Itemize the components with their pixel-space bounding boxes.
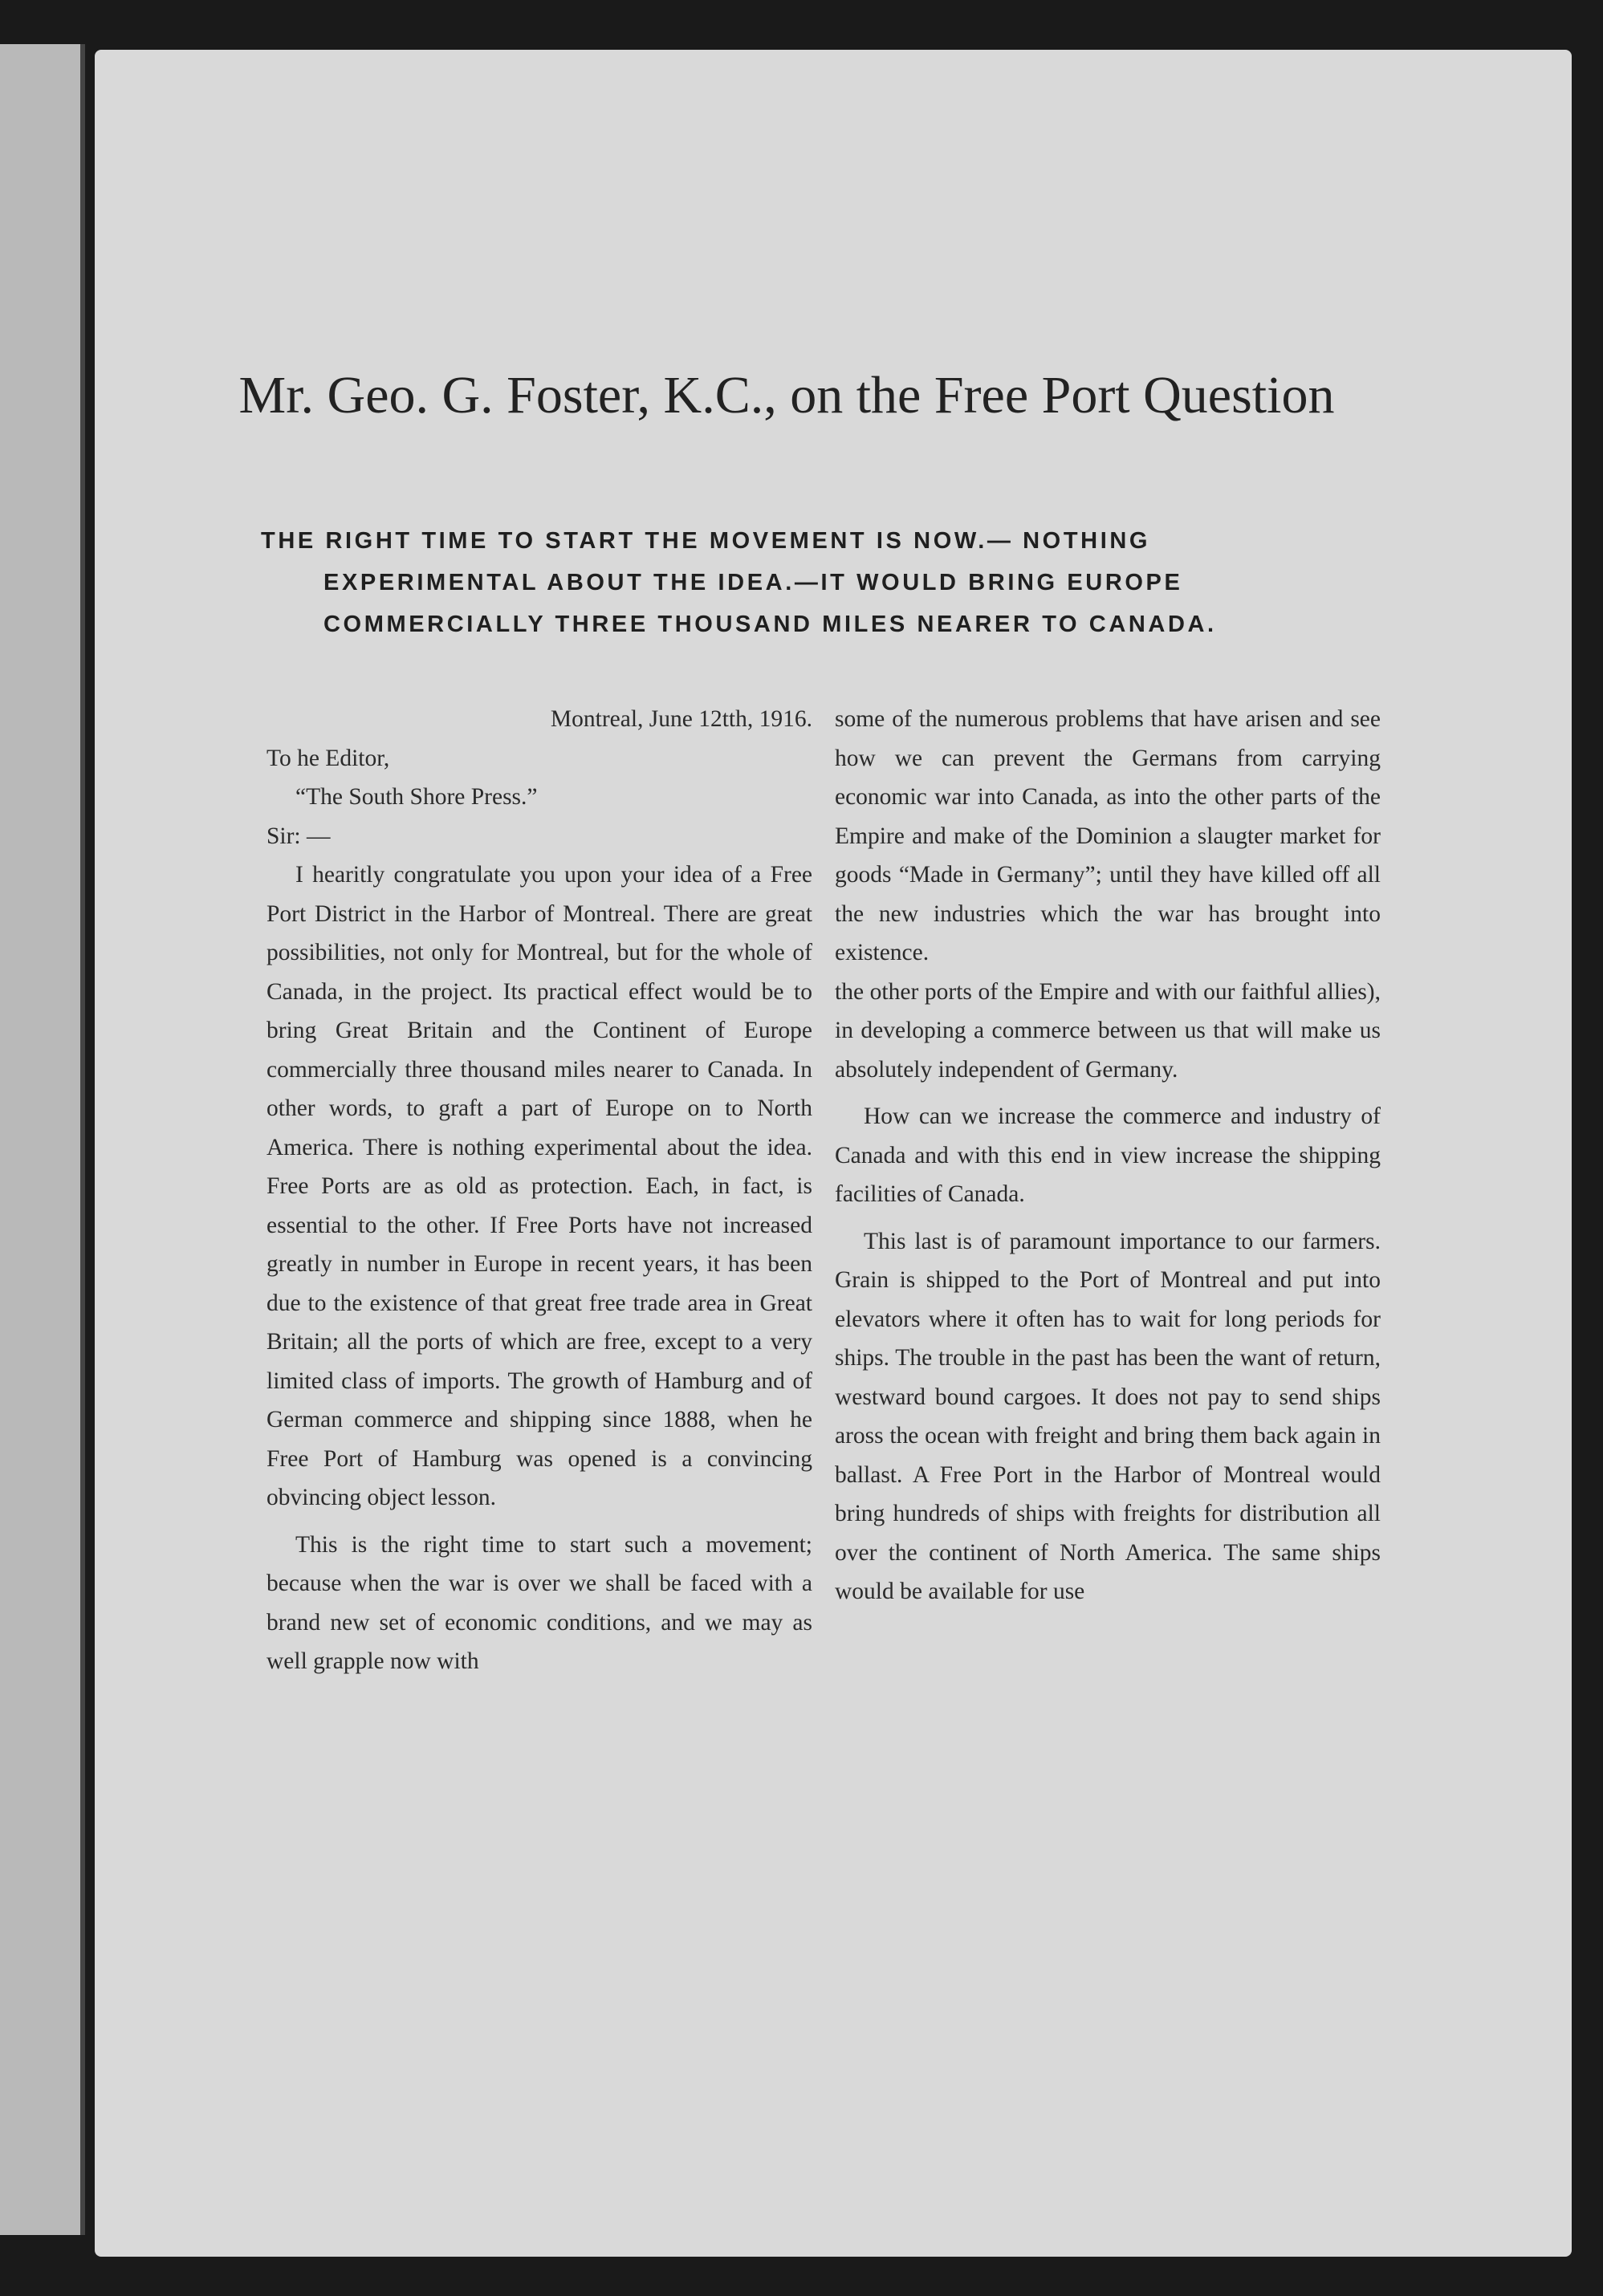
dateline: Montreal, June 12tth, 1916. bbox=[550, 706, 812, 732]
left-paragraph: I hearitly congratulate you upon your idea of a Free Port District in the Harbor of Montreal. There are great possibilities, not only for Montreal, but for the whole of Canada, in the project. Its practical effect would be to bring Great Britain and the Continent of Europe commercially three thousand miles nearer to Canada. In other words, to graft a part of Europe on to North America. There is nothing experimental about the idea. Free Ports are as old as protection. Each, in fact, is essential to the other. If Free Ports have not increased greatly in number in Europe in recent years, it has been due to the existence of that great free trade area in Great Britain; all the ports of which are free, except to a very limited class of imports. The growth of Hamburg and of German commerce and shipping since 1888, when he Free Port of Hamburg was opened is a convincing obvincing object lesson. bbox=[266, 862, 812, 1510]
right-paragraph: some of the numerous problems that have arisen and see how we can prevent the Germans from carrying economic war into Canada, as into the other parts of the Empire and make of the Dominion a slaugter market for goods “Made in Germany”; until they have killed off all the new industries which the war has brought into existence. bbox=[835, 706, 1381, 965]
publication-name: “The South Shore Press.” bbox=[295, 784, 538, 810]
addressee: To he Editor, bbox=[266, 745, 390, 771]
left-paragraph: This is the right time to start such a movement; because when the war is over we shall be faced with a brand new set of economic conditions, and we may as well grapple now with bbox=[266, 1531, 812, 1674]
adjacent-page-edge bbox=[0, 44, 85, 2235]
left-column bbox=[266, 700, 812, 1689]
salutation: Sir: — bbox=[266, 823, 331, 849]
right-paragraph: the other ports of the Empire and with our faithful allies), in developing a commerce between us that will make us absolutely independent of Germany. bbox=[835, 978, 1381, 1083]
right-paragraph: This last is of paramount importance to our farmers. Grain is shipped to the Port of Montreal and put into elevators where it often has to wait for long periods for ships. The trouble in the past has been the want of return, westward bound cargoes. It does not pay to send ships aross the ocean with freight and bring them back again in ballast. A Free Port in the Harbor of Montreal would bring hundreds of ships with freights for distribution all over the continent of North America. The same ships would be available for use bbox=[835, 1228, 1381, 1604]
right-paragraph: How can we increase the commerce and industry of Canada and with this end in view increase the shipping facilities of Canada. bbox=[835, 1103, 1381, 1207]
right-column bbox=[835, 700, 1381, 1619]
article-title: Mr. Geo. G. Foster, K.C., on the Free Port Question bbox=[238, 366, 1335, 425]
article-subhead: THE RIGHT TIME TO START THE MOVEMENT IS NOW.— NOTHING EXPERIMENTAL ABOUT THE IDEA.—IT WOULD BRING EUROPE COMMERCIALLY THREE THOUSAND MILES NEARER TO CANADA. bbox=[261, 528, 1217, 637]
